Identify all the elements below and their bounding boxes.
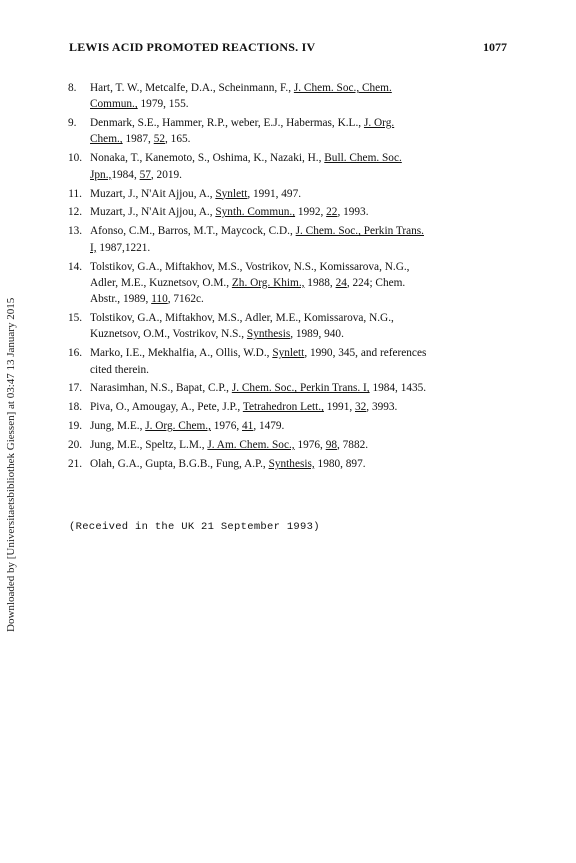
citation-text: 1984, 1435. bbox=[369, 382, 427, 395]
citation-underlined-text: J. Chem. Soc., Chem. bbox=[293, 82, 392, 94]
citation-text: Nonaka, T., Kanemoto, S., Oshima, K., Nazaki, H., bbox=[90, 152, 325, 165]
reference-number: 17. bbox=[68, 382, 83, 395]
citation-underlined-text: Chem., bbox=[90, 133, 123, 146]
reference-line bbox=[90, 380, 508, 396]
citation-text: Muzart, J., N'Ait Ajjou, A., bbox=[90, 206, 216, 219]
reference-item bbox=[68, 456, 508, 472]
citation-text: , 1993. bbox=[337, 206, 369, 219]
citation-underlined-text: 98 bbox=[325, 439, 337, 452]
citation-underlined-text: Bull. Chem. Soc. bbox=[324, 152, 402, 165]
citation-text: 1987, bbox=[122, 133, 154, 146]
citation-text: Piva, O., Amougay, A., Pete, J.P., bbox=[90, 401, 243, 414]
reference-number: 19. bbox=[68, 420, 83, 433]
reference-line bbox=[90, 204, 508, 220]
reference-number: 20. bbox=[68, 439, 83, 452]
reference-number: 16. bbox=[68, 347, 83, 360]
citation-underlined-text: I, bbox=[90, 241, 97, 254]
reference-item bbox=[68, 345, 508, 378]
citation-underlined-text: Commun., bbox=[90, 98, 138, 111]
reference-line bbox=[90, 326, 508, 342]
citation-underlined-text: Jpn., bbox=[90, 168, 112, 181]
citation-text: 1976, bbox=[210, 420, 243, 433]
citation-underlined-text: 32 bbox=[355, 401, 367, 414]
citation-text: Denmark, S.E., Hammer, R.P., weber, E.J., Habermas, K.L., bbox=[90, 117, 364, 130]
citation-text: Jung, M.E., Speltz, L.M., bbox=[90, 439, 208, 452]
reference-line bbox=[90, 240, 508, 256]
citation-underlined-text: Synlett bbox=[272, 347, 305, 360]
citation-underlined-text: 110 bbox=[151, 293, 168, 306]
reference-line bbox=[90, 345, 508, 361]
reference-line bbox=[90, 80, 508, 96]
citation-text: 1984, bbox=[111, 168, 140, 181]
citation-text: Jung, M.E., bbox=[90, 420, 146, 433]
reference-line bbox=[90, 115, 508, 131]
reference-line bbox=[90, 223, 508, 239]
reference-list bbox=[68, 80, 508, 475]
citation-text: , 3993. bbox=[366, 401, 398, 414]
reference-item bbox=[68, 259, 508, 308]
reference-line bbox=[90, 418, 508, 434]
reference-item bbox=[68, 399, 508, 415]
reference-number: 10. bbox=[68, 152, 83, 165]
reference-item bbox=[68, 380, 508, 396]
reference-line bbox=[90, 96, 508, 112]
citation-text: Narasimhan, N.S., Bapat, C.P., bbox=[90, 382, 232, 395]
citation-text: Tolstikov, G.A., Miftakhov, M.S., Vostrikov, N.S., Komissarova, N.G., bbox=[90, 260, 410, 273]
reference-item bbox=[68, 204, 508, 220]
citation-text: Adler, M.E., Kuznetsov, O.M., bbox=[90, 276, 232, 289]
reference-number: 15. bbox=[68, 312, 83, 325]
citation-underlined-text: 57 bbox=[139, 168, 151, 181]
reference-line bbox=[90, 275, 508, 291]
citation-underlined-text: Synth. Commun., bbox=[215, 206, 296, 219]
reference-line bbox=[90, 131, 508, 147]
citation-text: , 7882. bbox=[337, 439, 369, 452]
download-watermark bbox=[2, 120, 20, 632]
citation-text: , 1991, 497. bbox=[247, 187, 302, 200]
citation-text: , 1479. bbox=[253, 420, 285, 433]
reference-line bbox=[90, 437, 508, 453]
citation-text: 1980, 897. bbox=[314, 457, 366, 470]
reference-number: 14. bbox=[68, 260, 83, 273]
citation-text: Olah, G.A., Gupta, B.G.B., Fung, A.P., bbox=[90, 457, 269, 470]
reference-item bbox=[68, 418, 508, 434]
reference-number: 11. bbox=[68, 187, 82, 200]
citation-underlined-text: J. Chem. Soc., Perkin Trans. I, bbox=[231, 382, 370, 395]
citation-underlined-text: 22 bbox=[326, 206, 338, 219]
reference-line bbox=[90, 310, 508, 326]
running-header-title: LEWIS ACID PROMOTED REACTIONS. IV bbox=[69, 40, 316, 54]
reference-number: 8. bbox=[68, 82, 77, 94]
citation-text: , 7162c. bbox=[167, 293, 204, 306]
citation-underlined-text: J. Org. bbox=[363, 117, 395, 130]
reference-item bbox=[68, 223, 508, 256]
citation-text: 1987,1221. bbox=[96, 241, 151, 254]
reference-number: 21. bbox=[68, 457, 83, 470]
citation-text: , 224; Chem. bbox=[346, 276, 406, 289]
citation-text: , 1989, 940. bbox=[290, 328, 344, 341]
citation-underlined-text: Tetrahedron Lett., bbox=[242, 401, 324, 414]
reference-item bbox=[68, 310, 508, 343]
reference-number: 12. bbox=[68, 206, 83, 219]
citation-text: Tolstikov, G.A., Miftakhov, M.S., Adler, M.E., Komissarova, N.G., bbox=[90, 312, 394, 325]
citation-underlined-text: Synthesis, bbox=[268, 457, 315, 470]
reference-item bbox=[68, 150, 508, 183]
citation-underlined-text: J. Org. Chem., bbox=[145, 420, 211, 433]
citation-text: Kuznetsov, O.M., Vostrikov, N.S., bbox=[90, 328, 247, 341]
reference-line bbox=[90, 291, 508, 307]
reference-item bbox=[68, 186, 508, 202]
reference-line bbox=[90, 150, 508, 166]
reference-item bbox=[68, 115, 508, 148]
citation-underlined-text: Zh. Org. Khim., bbox=[231, 276, 305, 289]
reference-line bbox=[90, 167, 508, 183]
citation-underlined-text: 41 bbox=[242, 420, 254, 433]
citation-text: Muzart, J., N'Ait Ajjou, A., bbox=[90, 187, 216, 200]
citation-text: Hart, T. W., Metcalfe, D.A., Scheinmann, F., bbox=[90, 82, 294, 94]
citation-underlined-text: 52 bbox=[153, 133, 166, 146]
citation-text: 1992, bbox=[295, 206, 327, 219]
received-note: (Received in the UK 21 September 1993) bbox=[69, 521, 320, 533]
citation-underlined-text: Synlett bbox=[215, 187, 248, 200]
citation-text: Abstr., 1989, bbox=[90, 293, 152, 306]
citation-text: 1976, bbox=[294, 439, 326, 452]
page-number: 1077 bbox=[483, 40, 507, 54]
citation-text: 1988, bbox=[304, 276, 336, 289]
citation-underlined-text: J. Am. Chem. Soc., bbox=[207, 439, 295, 452]
citation-underlined-text: 24 bbox=[335, 276, 347, 289]
citation-text: Marko, I.E., Mekhalfia, A., Ollis, W.D., bbox=[90, 347, 273, 360]
download-watermark-text: Downloaded by [Universitaetsbibliothek Giessen] at 03:47 13 January 2015 bbox=[5, 297, 17, 632]
citation-underlined-text: J. Chem. Soc., Perkin Trans. bbox=[295, 225, 424, 238]
reference-line bbox=[90, 186, 508, 202]
reference-item bbox=[68, 437, 508, 453]
reference-number: 13. bbox=[68, 225, 83, 238]
reference-number: 18. bbox=[68, 401, 83, 414]
citation-text: , 1990, 345, and references bbox=[304, 347, 427, 360]
reference-item bbox=[68, 80, 508, 113]
reference-line bbox=[90, 456, 508, 472]
reference-number: 9. bbox=[68, 117, 77, 130]
citation-text: Afonso, C.M., Barros, M.T., Maycock, C.D., bbox=[90, 225, 296, 238]
citation-text: , 165. bbox=[165, 133, 191, 146]
reference-line bbox=[90, 259, 508, 275]
citation-text: cited therein. bbox=[90, 363, 149, 376]
reference-line bbox=[90, 399, 508, 415]
citation-text: 1979, 155. bbox=[137, 98, 189, 111]
citation-text: 1991, bbox=[323, 401, 355, 414]
citation-underlined-text: Synthesis bbox=[246, 328, 291, 341]
reference-line bbox=[90, 362, 508, 378]
citation-text: , 2019. bbox=[150, 168, 182, 181]
